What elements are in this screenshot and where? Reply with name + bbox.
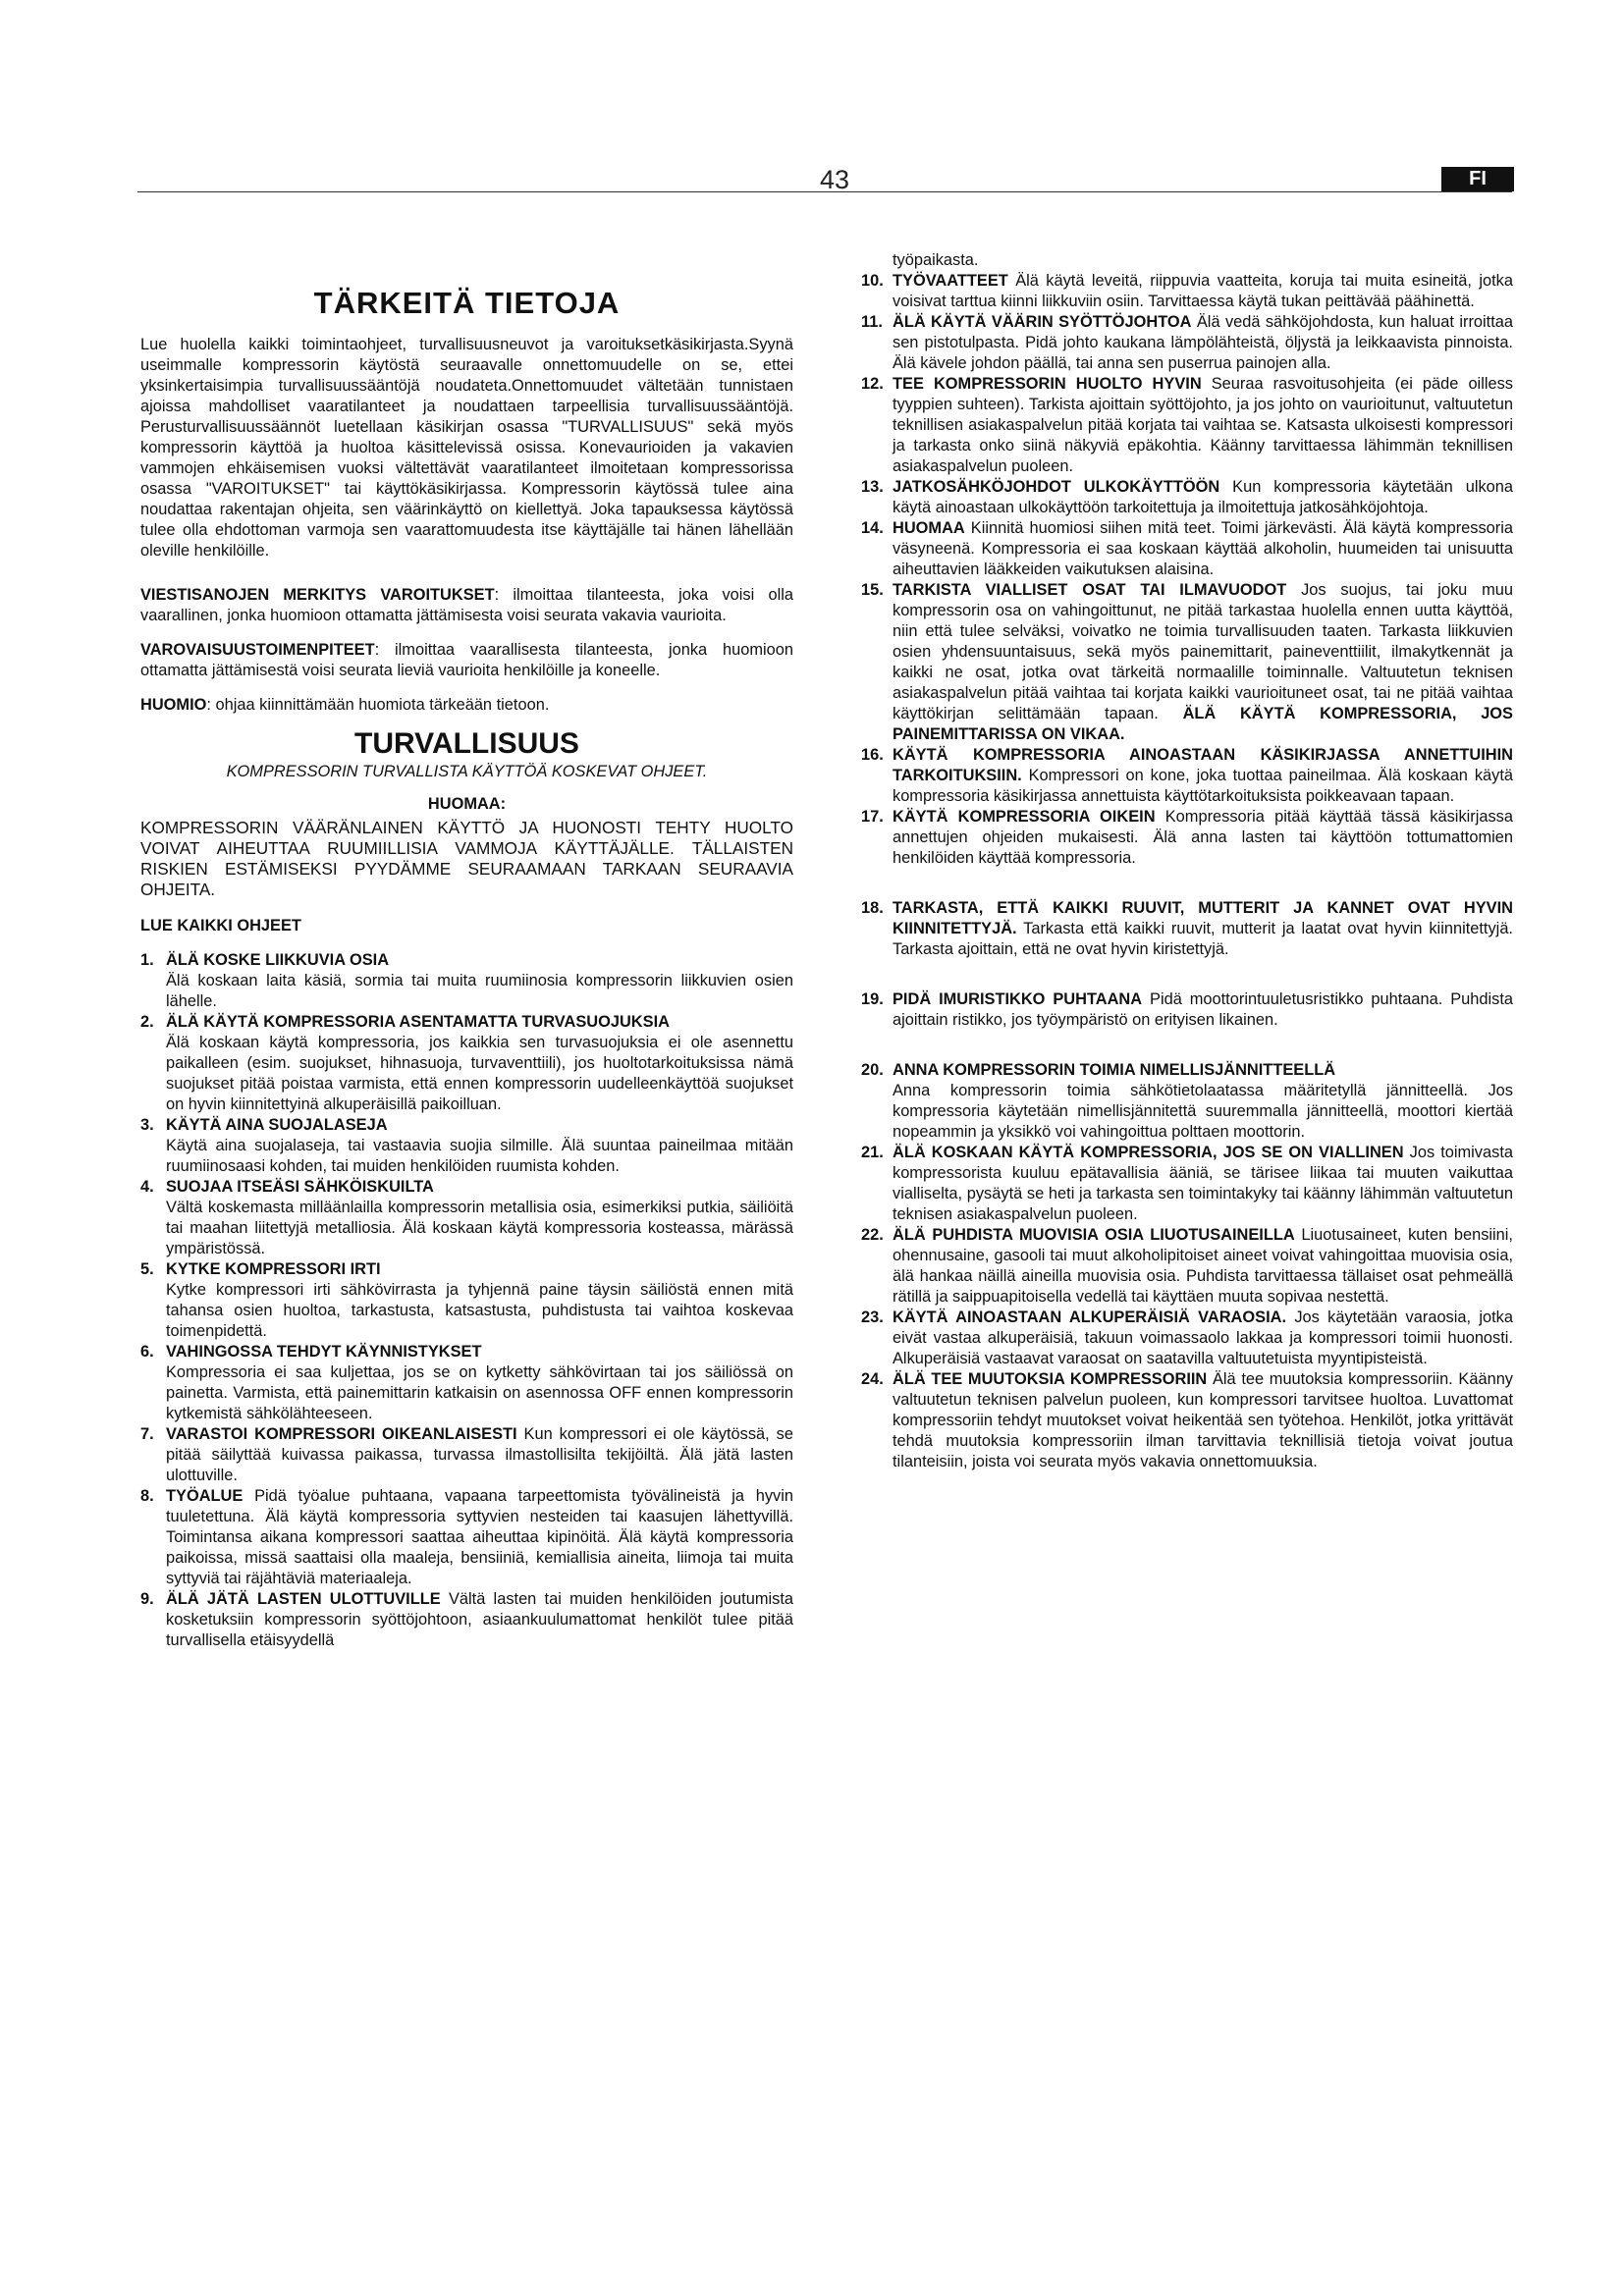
warning-label: VIESTISANOJEN MERKITYS VAROITUKSET — [140, 586, 495, 604]
item-heading: TYÖVAATTEET — [893, 272, 1008, 290]
list-item — [861, 374, 1513, 477]
list-item — [140, 1115, 793, 1177]
item-heading: PIDÄ IMURISTIKKO PUHTAANA — [893, 990, 1143, 1008]
right-column — [861, 250, 1513, 1472]
item-text: Jos käytetään varaosia, jotka eivät vastaa alkuperäisiä, takuun voimassaolo lakkaa ja kompressori toimii huonosti. Alkuperäisiä vastaavat varaosat on saatavilla valtuutetuista myyntipisteistä. — [893, 1308, 1513, 1367]
item-number: 14. — [861, 519, 884, 537]
list-item — [861, 1225, 1513, 1308]
item-heading: ÄLÄ KÄYTÄ VÄÄRIN SYÖTTÖJOHTOA — [893, 313, 1192, 331]
notice-body: KOMPRESSORIN VÄÄRÄNLAINEN KÄYTTÖ JA HUONOSTI TEHTY HUOLTO VOIVAT AIHEUTTAA RUUMIILLISIA VAMMOJA KÄYTTÄJÄLLE. TÄLLAISTEN RISKIEN ESTÄMISEKSI PYYDÄMME SEURAAMAAN TARKAAN SEURAAVIA OHJEITA. — [140, 818, 793, 899]
item-text: Anna kompressorin toimia sähkötietolaatassa määritetyllä jännitteellä. Jos kompressoria käytetään nimellisjännitettä suuremmalla jännitteellä, moottori kiertää nopeammin ja yksikkö voi vahingoittua polttaen moottorin. — [893, 1082, 1513, 1141]
list-item — [861, 807, 1513, 869]
item-heading: KYTKE KOMPRESSORI IRTI — [166, 1260, 381, 1278]
intro-paragraph: Lue huolella kaikki toimintaohjeet, turvallisuusneuvot ja varoituksetkäsikirjasta.Syynä useimmalle kompressorin käytöstä seuraavalle onnettomuudelle on se, ettei yksinkertaisimpia turvallisuussääntöjä noudateta.Onnettomuudet vältetään tunnistaen ajoissa mahdolliset vaaratilanteet ja noudattaen tarpeellisia turvallisuussääntöjä. Perusturvallisuussäännöt luetellaan käsikirjan osassa "TURVALLISUUS" sekä myös kompressorin käyttöä ja huoltoa käsittelevissä osissa. Konevaurioiden ja vakavien vammojen ehkäisemisen vuoksi vältettävät vaaratilanteet ilmoitetaan kompressorissa osassa "VAROITUKSET" tai käyttökäsikirjassa. Kompressorin käytössä tulee aina noudattaa rakentajan ohjeita, sen väärinkäyttö on kiellettyä. Joka tapauksessa käytössä tulee olla ehdottoman varmoja sen vaarattomuudesta itse käyttäjälle tai hänen lähellään oleville henkilöille. — [140, 336, 793, 560]
item-text: Kytke kompressori irti sähkövirrasta ja tyhjennä paine täysin säiliöstä ennen mitä tahansa osien huoltoa, tarkastusta, katsastusta, puhdistusta tai vaihtoa koskevaa toimenpidettä. — [166, 1281, 793, 1340]
item-text: Jos toimivasta kompressorista kuuluu epätavallisia ääniä, se tärisee liikaa tai muuten vaikuttaa vialliselta, pysäytä se heti ja tarkasta sen toimintakyky tai käänny lähimmän valtuutetun teknisen asiakaspalvelun puoleen. — [893, 1144, 1513, 1223]
item-number: 24. — [861, 1370, 884, 1388]
section-title-safety: TURVALLISUUS — [354, 727, 579, 760]
item-text: Älä vedä sähköjohdosta, kun haluat irroittaa sen pistotulpasta. Pidä johto kaukana lämpölähteistä, öljystä ja leikkaavista pinnoista. Älä kävele johdon päällä, tai anna sen puserrua painojen alla. — [893, 313, 1513, 372]
item-number: 15. — [861, 581, 884, 599]
page-number: 43 — [819, 165, 850, 194]
item-emphasis: ÄLÄ KÄYTÄ KOMPRESSORIA, JOS PAINEMITTARISSA ON VIKAA. — [893, 705, 1513, 743]
list-item — [861, 271, 1513, 312]
list-item — [861, 745, 1513, 807]
item-number: 13. — [861, 478, 884, 496]
item-number: 4. — [140, 1178, 154, 1196]
list-item — [861, 1060, 1513, 1143]
item-number: 16. — [861, 746, 884, 764]
item-heading: ÄLÄ JÄTÄ LASTEN ULOTTUVILLE — [166, 1590, 441, 1608]
header-rule — [137, 191, 1512, 192]
item-heading: SUOJAA ITSEÄSI SÄHKÖISKUILTA — [166, 1178, 434, 1196]
list-item — [140, 1486, 793, 1589]
note-text: : ohjaa kiinnittämään huomiota tärkeään tietoon. — [206, 696, 550, 714]
item-text: Älä tee muutoksia kompressoriin. Käänny valtuutetun teknisen palvelun puoleen, kun kompressori tarvitsee huoltoa. Luvattomat kompressoriin tehdyt muutokset voivat heikentää sen työtehoa. Henkilöt, jotka yrittävät tehdä muutoksia kompressoriin ilman tarvittavia teknillisiä tietoja voivat joutua tilanteisiin, joista voi seurata myös vakavia onnettomuuksia. — [893, 1370, 1514, 1470]
item-number: 19. — [861, 990, 884, 1008]
list-item — [861, 1308, 1513, 1369]
item-heading: TARKASTA, ETTÄ KAIKKI RUUVIT, MUTTERIT JA KANNET OVAT HYVIN KIINNITETTYJÄ. — [893, 899, 1513, 937]
item-number: 11. — [861, 313, 883, 331]
item-number: 8. — [140, 1487, 154, 1505]
notice-heading: HUOMAA: — [427, 795, 507, 813]
left-column — [140, 250, 793, 1651]
item-heading: KÄYTÄ AINOASTAAN ALKUPERÄISIÄ VARAOSIA. — [893, 1308, 1287, 1326]
warning-definition — [140, 585, 793, 626]
item-heading: ÄLÄ TEE MUUTOKSIA KOMPRESSORIIN — [893, 1370, 1208, 1388]
item-text: Jos suojus, tai joku muu kompressorin osa on vahingoittunut, ne pitää tarkastaa huolella ennen uutta käyttöä, niin että tulee selväksi, voivatko ne toimia turvallisuuden taaten. Tarkasta liikkuvien osien yhdensuuntaisuus, sekä myös painemittarit, paineventtiilit, ilmakytkennät ja kaikki ne osat, jotka ovat tärkeitä normaalille toiminnalle. Valtuutetun teknisen asiakaspalvelun pitää vaihtaa tai korjata kaikki vaurioituneet osat, tai ne pitää vaihtaa käyttökirjan selittämään tapaan. — [893, 581, 1513, 722]
item-heading: KÄYTÄ AINA SUOJALASEJA — [166, 1116, 388, 1134]
item-number: 20. — [861, 1061, 884, 1079]
item-number: 21. — [861, 1144, 884, 1161]
item-heading: VARASTOI KOMPRESSORI OIKEANLAISESTI — [166, 1425, 517, 1443]
list-item — [140, 1424, 793, 1486]
item-heading: ÄLÄ KÄYTÄ KOMPRESSORIA ASENTAMATTA TURVASUOJUKSIA — [166, 1013, 670, 1031]
list-item — [140, 1589, 793, 1651]
item-number: 6. — [140, 1343, 154, 1361]
item-number: 17. — [861, 808, 884, 826]
item-text: Kun kompressori ei ole käytössä, se pitää säilyttää kuivassa paikassa, turvassa ilmastollisilta tekijöiltä. Älä jätä lasten ulottuville. — [166, 1425, 793, 1484]
item-text: Kompressoria ei saa kuljettaa, jos se on kytketty sähkövirtaan tai jos säiliössä on painetta. Varmista, että painemittarin katkaisin on asennossa OFF ennen kompressorin kytkemistä sähkölähteeseen. — [166, 1363, 793, 1422]
item-number: 9. — [140, 1590, 154, 1608]
item-heading: VAHINGOSSA TEHDYT KÄYNNISTYKSET — [166, 1343, 482, 1361]
list-item — [140, 1342, 793, 1424]
item-number: 10. — [861, 272, 884, 290]
caution-text: : ilmoittaa vaarallisesta tilanteesta, jonka huomioon ottamatta jättämisestä voisi seurata lieviä vaurioita henkilöille ja koneelle. — [140, 641, 793, 679]
item-text: Kiinnitä huomiosi siihen mitä teet. Toimi järkevästi. Älä käytä kompressoria väsyneenä. Kompressoria ei saa koskaan käyttää alkoholin, huumeiden tai unisuutta aiheuttavien lääkkeiden vaikutuksen alaisina. — [893, 519, 1513, 578]
list-item — [861, 1369, 1513, 1472]
item-text: Käytä aina suojalaseja, tai vastaavia suojia silmille. Älä suuntaa paineilmaa mitään ruumiinosaasi kohden, tai muiden henkilöiden ruumista kohden. — [166, 1137, 793, 1175]
item-number: 2. — [140, 1013, 154, 1031]
item-heading: ÄLÄ KOSKAAN KÄYTÄ KOMPRESSORIA, JOS SE ON VIALLINEN — [893, 1144, 1404, 1161]
list-item — [140, 1012, 793, 1115]
item-heading: HUOMAA — [893, 519, 965, 537]
item-text: Älä koskaan käytä kompressoria, jos kaikkia sen turvasuojuksia ei ole asennettu paikalleen (esim. suojukset, hihnasuoja, turvaventtiili), jos huoltotarkoituksissa nämä suojukset pitää poistaa varmista, että ennen kompressorin uudelleenkäyttöä suojukset on hyvin kiinnitettyinä alkuperäisillä paikoilluan. — [166, 1034, 793, 1113]
list-item — [861, 898, 1513, 960]
continuation-text: työpaikasta. — [893, 251, 979, 269]
safety-subtitle: KOMPRESSORIN TURVALLISTA KÄYTTÖÄ KOSKEVAT OHJEET. — [226, 763, 708, 780]
item-heading: TEE KOMPRESSORIN HUOLTO HYVIN — [893, 375, 1202, 393]
item-text: Kompressori on kone, joka tuottaa paineilmaa. Älä koskaan käytä kompressoria käsikirjassa annettuista käyttötarkoituksista poikkeavaan tapaan. — [893, 767, 1513, 805]
item-text: Pidä työalue puhtaana, vapaana tarpeettomista työvälineistä ja hyvin tuuletettuna. Älä käytä kompressoria syttyvien nesteiden tai kaasujen lähettyvillä. Toimintansa aikana kompressori saattaa aiheuttaa kipinöitä. Älä käytä kompressoria paikoissa, missä saattaisi olla maaleja, bensiiniä, kemiallisia aineita, liimoja tai muita syttyviä tai räjähtäviä materiaaleja. — [166, 1487, 793, 1587]
item-text: Pidä moottorintuuletusristikko puhtaana. Puhdista ajoittain ristikko, jos työympäristö on erityisen likainen. — [893, 990, 1514, 1029]
section-title-important-info: TÄRKEITÄ TIETOJA — [313, 286, 621, 320]
item-text: Älä koskaan laita käsiä, sormia tai muita ruumiinosia kompressorin liikkuvien osien lähelle. — [166, 972, 793, 1010]
list-item — [861, 518, 1513, 580]
item-number: 7. — [140, 1425, 154, 1443]
item-text: Älä käytä leveitä, riippuvia vaatteita, koruja tai muita esineitä, jotka voisivat tarttua kiinni liikkuviin osiin. Tarvittaessa käytä tukan peittävää päähinettä. — [893, 272, 1513, 310]
caution-label: VAROVAISUUSTOIMENPITEET — [140, 641, 375, 659]
item-number: 12. — [861, 375, 884, 393]
list-item — [861, 477, 1513, 518]
list-item — [861, 1143, 1513, 1225]
item-number: 3. — [140, 1116, 154, 1134]
list-item — [861, 989, 1513, 1031]
item-heading: TARKISTA VIALLISET OSAT TAI ILMAVUODOT — [893, 581, 1287, 599]
list-item — [140, 1177, 793, 1259]
item-number: 22. — [861, 1226, 884, 1244]
item-text: Kun kompressoria käytetään ulkona käytä ainoastaan ulkokäyttöön tarkoitettuja ja ilmoitettuja jatkosähköjohtoja. — [893, 478, 1513, 516]
list-item — [861, 580, 1513, 745]
list-item — [861, 312, 1513, 374]
item-text: Vältä lasten tai muiden henkilöiden joutumista kosketuksiin kompressorin syöttöjohtoon, asiaankuulumattomat henkilöt tulee pitää turvallisella etäisyydellä — [166, 1590, 793, 1649]
read-all-heading: LUE KAIKKI OHJEET — [140, 917, 301, 934]
item-number: 23. — [861, 1308, 884, 1326]
item-heading: TYÖALUE — [166, 1487, 244, 1505]
item-number: 1. — [140, 951, 154, 969]
note-definition — [140, 695, 793, 716]
item-heading: ANNA KOMPRESSORIN TOIMIA NIMELLISJÄNNITTEELLÄ — [893, 1061, 1336, 1079]
list-item — [140, 950, 793, 1012]
warning-text: : ilmoittaa tilanteesta, joka voisi olla vaarallinen, jonka huomioon ottamatta jättämisesta voisi seurata vakavia vaurioita. — [140, 586, 793, 624]
item-heading: ÄLÄ PUHDISTA MUOVISIA OSIA LIUOTUSAINEILLA — [893, 1226, 1295, 1244]
language-badge: FI — [1441, 167, 1514, 191]
item-text: Kompressoria pitää käyttää tässä käsikirjassa annettujen ohjeiden mukaisesti. Älä anna lasten tai käyttöön tottumattomien henkilöiden käyttää kompressoria. — [893, 808, 1513, 867]
item-heading: KÄYTÄ KOMPRESSORIA AINOASTAAN KÄSIKIRJASSA ANNETTUIHIN TARKOITUKSIIN. — [893, 746, 1513, 784]
list-item — [140, 1259, 793, 1342]
item-text: Vältä koskemasta milläänlailla kompressorin metallisia osia, esimerkiksi putkia, säiliöitä tai maahan liitettyjä metalliosia. Älä koskaan käytä kompressoria kosteassa, märässä ympäristössä. — [166, 1199, 793, 1257]
note-label: HUOMIO — [140, 696, 207, 714]
item-heading: JATKOSÄHKÖJOHDOT ULKOKÄYTTÖÖN — [893, 478, 1220, 496]
item-number: 18. — [861, 899, 884, 917]
item-heading: ÄLÄ KOSKE LIIKKUVIA OSIA — [166, 951, 390, 969]
item-text: Tarkasta että kaikki ruuvit, mutterit ja laatat ovat hyvin kiinnitettyjä. Tarkasta ajoittain, että ne ovat hyvin kiristettyjä. — [893, 920, 1513, 958]
item-heading: KÄYTÄ KOMPRESSORIA OIKEIN — [893, 808, 1156, 826]
caution-definition — [140, 640, 793, 681]
item-number: 5. — [140, 1260, 154, 1278]
item-text: Seuraa rasvoitusohjeita (ei päde oilless tyyppien suhteen). Tarkista ajoittain syöttöjohto, ja jos johto on vaurioitunut, valtuutetun teknillisen asiakaspalvelun pitää korjata tai vaihtaa se. Katsasta ulkoisesti kompressori ja tarkasta onko siinä näkyviä epäkohtia. Käänny tarvittaessa lähimmän teknillisen asiakaspalvelun puoleen. — [893, 375, 1513, 475]
item-text: Liuotusaineet, kuten bensiini, ohennusaine, gasooli tai muut alkoholipitoiset aineet voivat vahingoittaa muovisia osia, älä hankaa näillä aineilla muovisia osia. Puhdista tarvittaessa tällaiset osat pehmeällä rätillä ja saippuapitoisella vedellä tai käyttäen muuta sopivaa nestettä. — [893, 1226, 1513, 1306]
